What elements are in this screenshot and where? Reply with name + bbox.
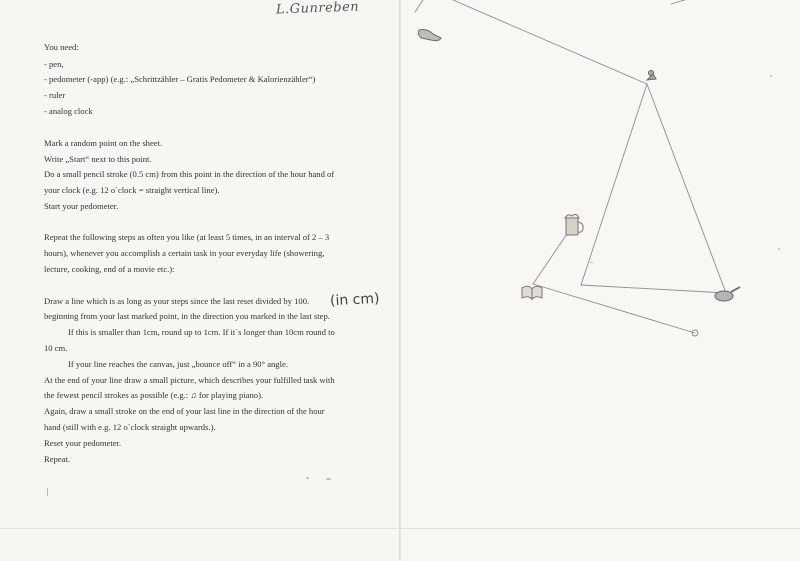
text-line: Repeat. [44, 454, 71, 464]
path-segment [581, 285, 726, 293]
path-segment [647, 84, 726, 293]
book-icon [522, 286, 542, 299]
path-segment [671, 0, 691, 4]
tiny-figure-icon [647, 71, 656, 81]
paper-speck [326, 478, 331, 480]
text-line: Again, draw a small stroke on the end of your last line in the direction of the hour [44, 406, 325, 416]
text-line: If this is smaller than 1cm, round up to 1cm. If it`s longer than 10cm round to [68, 327, 335, 337]
paper-speck [47, 488, 48, 496]
text-line: hours), whenever you accomplish a certain task in your everyday life (showering, [44, 248, 325, 258]
text-line: Repeat the following steps as often you like (at least 5 times, in an interval of 2 – 3 [44, 232, 330, 242]
text-line: the fewest pencil strokes as possible (e.g.: ♫ for playing piano). [44, 390, 264, 400]
text-line: Do a small pencil stroke (0.5 cm) from this point in the direction of the hour hand of [44, 169, 335, 179]
path-segment [533, 228, 571, 284]
text-line: - pedometer (-app) (e.g.: „Schrittzähler – Gratis Pedometer & Kalorienzähler“) [44, 74, 316, 84]
text-line: lecture, cooking, end of a movie etc.): [44, 264, 175, 274]
path-segment [581, 84, 647, 285]
sneaker-icon [418, 30, 441, 41]
paper-speck [306, 477, 309, 479]
text-line: Start your pedometer. [44, 201, 119, 211]
text-line: If your line reaches the canvas, just „bounce off“ in a 90° angle. [68, 359, 288, 369]
text-line: your clock (e.g. 12 o`clock = straight vertical line). [44, 185, 220, 195]
text-line: At the end of your line draw a small picture, which describes your fulfilled task with [44, 375, 335, 385]
pencil-drawing [401, 0, 800, 561]
text-line: You need: [44, 42, 79, 52]
text-line: Reset your pedometer. [44, 438, 122, 448]
path-segment [453, 0, 647, 84]
path-segment [415, 0, 423, 12]
handwritten-note: (in cm) [329, 290, 380, 310]
text-line: Draw a line which is as long as your steps since the last reset divided by 100. [44, 296, 310, 306]
text-line: Mark a random point on the sheet. [44, 138, 163, 148]
text-line: - analog clock [44, 106, 93, 116]
text-line: beginning from your last marked point, in the direction you marked in the last step. [44, 311, 330, 321]
text-line: 10 cm. [44, 343, 68, 353]
text-line: Write „Start“ next to this point. [44, 154, 152, 164]
path-segment [533, 284, 695, 333]
text-line: - ruler [44, 90, 66, 100]
beer-mug-icon [565, 214, 583, 235]
frying-pan-icon [715, 287, 740, 301]
author-signature: L.Gunreben [275, 0, 360, 18]
text-line: hand (still with e.g. 12 o`clock straight upwards.). [44, 422, 216, 432]
text-line: - pen, [44, 59, 64, 69]
